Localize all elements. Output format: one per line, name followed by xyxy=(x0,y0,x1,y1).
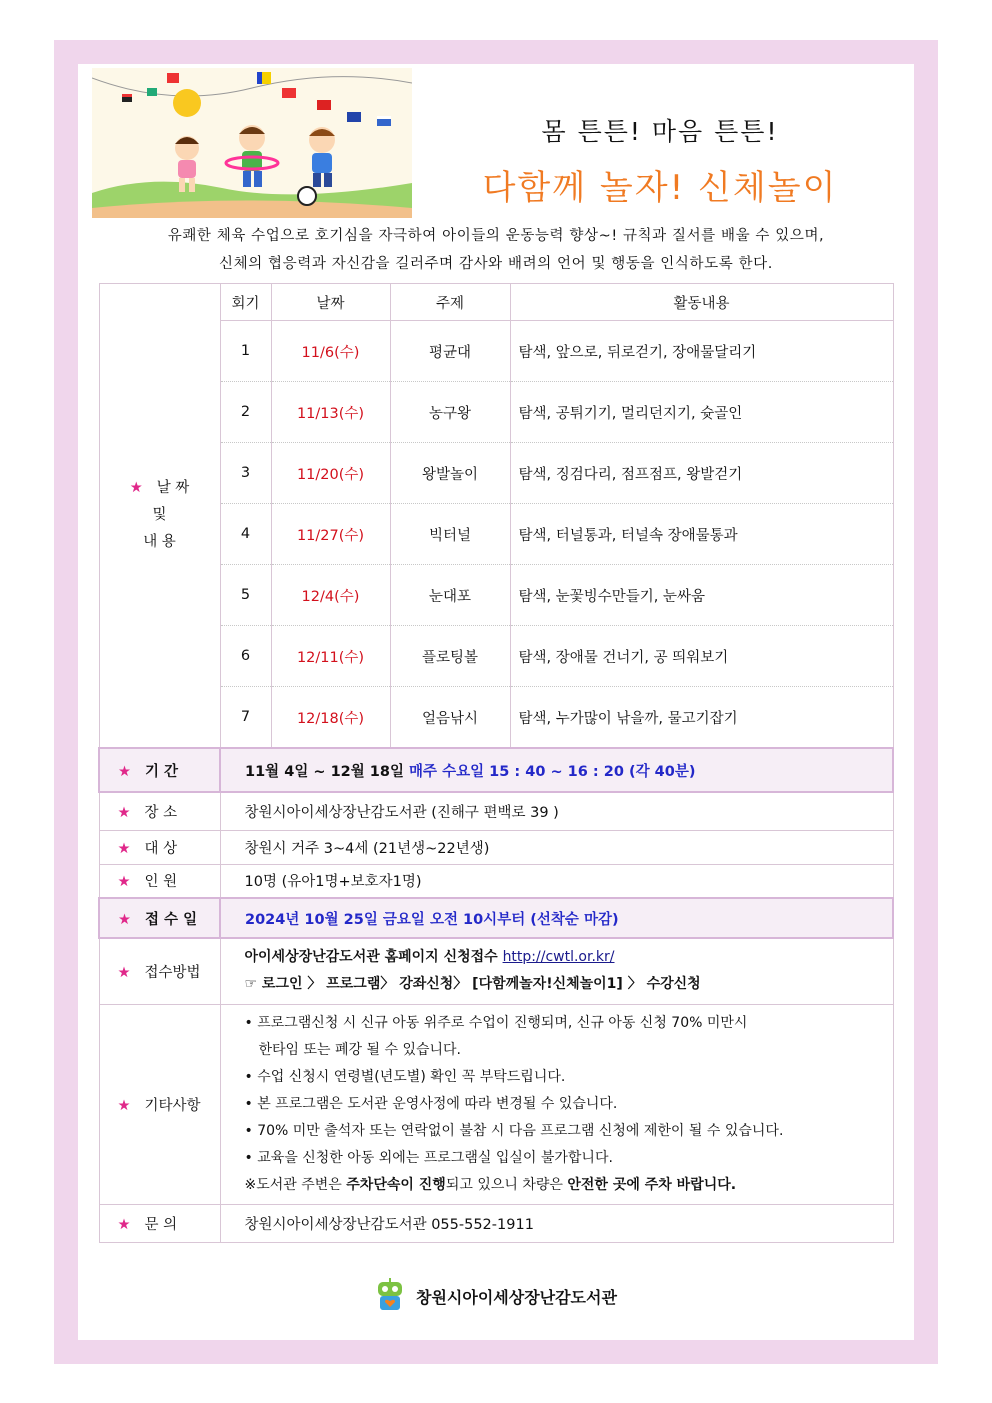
kids-playing-illustration xyxy=(92,68,412,218)
page-subtitle: 다함께 놀자! 신체놀이 xyxy=(482,168,838,208)
schedule-section-label: ★ 날 짜 및 내 용 xyxy=(99,284,220,749)
col-header-date: 날짜 xyxy=(271,284,390,321)
intro-line-1: 유쾌한 체육 수업으로 호기심을 자극하여 아이들의 운동능력 향상~! 규칙과 질서를 배울 수 있으며, xyxy=(167,228,825,244)
period-value: 11월 4일 ~ 12월 18일 매주 수요일 15 : 40 ~ 16 : 20 (각 40분) xyxy=(220,748,893,792)
capacity-row xyxy=(99,864,893,898)
reception-label: ★ 접 수 일 xyxy=(99,898,220,938)
star-icon: ★ xyxy=(117,964,131,981)
homepage-link[interactable]: http://cwtl.or.kr/ xyxy=(502,949,615,966)
col-header-session: 회기 xyxy=(220,284,271,321)
capacity-label: ★ 인 원 xyxy=(99,864,220,898)
intro-text xyxy=(96,222,896,278)
place-label: ★ 장 소 xyxy=(99,792,220,830)
star-icon: ★ xyxy=(117,1216,131,1233)
table-row: 5 12/4(수) 눈대포 탐색, 눈꽃빙수만들기, 눈싸움 xyxy=(99,565,893,626)
note-item: • 70% 미만 출석자 또는 연락없이 불참 시 다음 프로그램 신청에 제한이 될 수 있습니다. xyxy=(244,1122,784,1139)
col-header-topic: 주제 xyxy=(390,284,510,321)
notes-value xyxy=(220,1004,893,1204)
col-header-activity: 활동내용 xyxy=(510,284,893,321)
period-label: ★ 기 간 xyxy=(99,748,220,792)
target-row xyxy=(99,830,893,864)
star-icon: ★ xyxy=(117,840,131,857)
target-value: 창원시 거주 3~4세 (21년생~22년생) xyxy=(220,830,893,864)
table-row: 4 11/27(수) 빅터널 탐색, 터널통과, 터널속 장애물통과 xyxy=(99,504,893,565)
star-icon: ★ xyxy=(129,480,143,496)
period-row xyxy=(99,748,893,792)
reception-row xyxy=(99,898,893,938)
place-value: 창원시아이세상장난감도서관 (진해구 편백로 39 ) xyxy=(220,792,893,830)
note-item: • 본 프로그램은 도서관 운영사정에 따라 변경될 수 있습니다. xyxy=(244,1095,618,1112)
note-item: 한타임 또는 폐강 될 수 있습니다. xyxy=(258,1041,462,1058)
capacity-value: 10명 (유아1명+보호자1명) xyxy=(220,864,893,898)
star-icon: ★ xyxy=(118,763,131,780)
star-icon: ★ xyxy=(117,804,131,821)
footer-org-name: 창원시아이세상장난감도서관 xyxy=(416,1287,617,1307)
star-icon: ★ xyxy=(117,1097,131,1114)
table-row: 7 12/18(수) 얼음낚시 탐색, 누가많이 낚을까, 물고기잡기 xyxy=(99,687,893,749)
method-row xyxy=(99,938,893,1004)
method-label: ★ 접수방법 xyxy=(99,938,220,1004)
table-row: 3 11/20(수) 왕발놀이 탐색, 징검다리, 점프점프, 왕발걷기 xyxy=(99,443,893,504)
reception-value: 2024년 10월 25일 금요일 오전 10시부터 (선착순 마감) xyxy=(220,898,893,938)
place-row xyxy=(99,792,893,830)
intro-line-2: 신체의 협응력과 자신감을 길러주며 감사와 배려의 언어 및 행동을 인식하도록 한다. xyxy=(219,256,773,272)
contact-value: 창원시아이세상장난감도서관 055-552-1911 xyxy=(220,1204,893,1242)
footer-logo xyxy=(370,1276,617,1316)
note-item: • 프로그램신청 시 신규 아동 위주로 수업이 진행되며, 신규 아동 신청 70% 미만시 xyxy=(244,1014,748,1031)
parking-note: ※도서관 주변은 주차단속이 진행되고 있으니 차량은 안전한 곳에 주차 바랍니다. xyxy=(244,1176,737,1193)
target-label: ★ 대 상 xyxy=(99,830,220,864)
robot-mascot-icon xyxy=(370,1276,410,1316)
program-table xyxy=(98,283,894,1243)
schedule-header-row xyxy=(99,284,893,321)
notes-row xyxy=(99,1004,893,1204)
note-item: • 수업 신청시 연령별(년도별) 확인 꼭 부탁드립니다. xyxy=(244,1068,566,1085)
note-item: • 교육을 신청한 아동 외에는 프로그램실 입실이 불가합니다. xyxy=(244,1149,613,1166)
table-row: 2 11/13(수) 농구왕 탐색, 공튀기기, 멀리던지기, 슛골인 xyxy=(99,382,893,443)
contact-label: ★ 문 의 xyxy=(99,1204,220,1242)
method-value: 아이세상장난감도서관 홈페이지 신청접수 http://cwtl.or.kr/ ☞ 로그인 〉 프로그램〉 강좌신청〉 [다함께놀자!신체놀이1] 〉 수강신청 xyxy=(220,938,893,1004)
star-icon: ★ xyxy=(118,911,131,928)
star-icon: ★ xyxy=(117,874,131,891)
table-row: 1 11/6(수) 평균대 탐색, 앞으로, 뒤로걷기, 장애물달리기 xyxy=(99,321,893,382)
page-title: 몸 튼튼! 마음 튼튼! xyxy=(541,117,779,146)
contact-row xyxy=(99,1204,893,1242)
table-row: 6 12/11(수) 플로팅볼 탐색, 장애물 건너기, 공 띄워보기 xyxy=(99,626,893,687)
notes-label: ★ 기타사항 xyxy=(99,1004,220,1204)
